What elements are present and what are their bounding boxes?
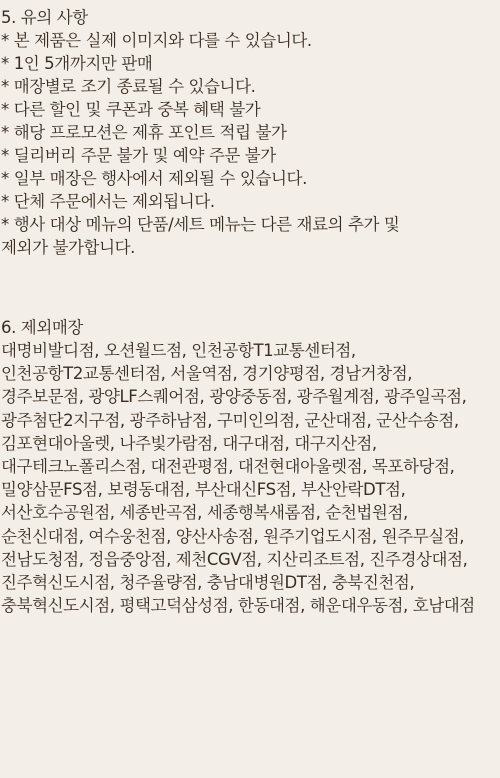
notice-item: * 딜리버리 주문 불가 및 예약 주문 불가 — [1, 146, 276, 165]
notice-section — [0, 6, 500, 259]
excluded-stores-section — [0, 316, 500, 617]
notice-item: * 일부 매장은 행사에서 제외될 수 있습니다. — [1, 169, 307, 188]
notice-item: * 1인 5개까지만 판매 — [1, 54, 153, 73]
notice-list — [1, 29, 494, 259]
section-gap — [0, 259, 500, 316]
notice-item: * 단체 주문에서는 제외됩니다. — [1, 192, 215, 211]
notice-item: * 다른 할인 및 쿠폰과 중복 혜택 불가 — [1, 100, 261, 119]
notice-item: * 본 제품은 실제 이미지와 다를 수 있습니다. — [1, 31, 312, 50]
notice-item: * 행사 대상 메뉴의 단품/세트 메뉴는 다른 재료의 추가 및 — [1, 215, 400, 234]
excluded-stores-list: 대명비발디점, 오션월드점, 인천공항T1교통센터점, 인천공항T2교통센터점, 서울역점, 경기양평점, 경남거창점, 경주보문점, 광양LF스퀘어점, 광양중동점, 광주월계점, 광주일곡점, 광주첨단2지구점, 광주하남점, 구미인의점, 군산대점, 군산수송점, 김포현대아울렛, 나주빛가람점, 대구대점, 대구지산점, 대구테크노폴리스점, 대전관평점, 대전현대아울렛점, 목포하당점, 밀양삼문FS점, 보령동대점, 부산대신FS점, 부산안락DT점, 서산호수공원점, 세종반곡점, 세종행복새롬점, 순천법원점, 순천신대점, 여수웅천점, 양산사송점, 원주기업도시점, 원주무실점, 전남도청점, 정읍중앙점, 제천CGV점, 지산리조트점, 진주경상대점, 진주혁신도시점, 청주율량점, 충남대병원DT점, 충북진천점, 충북혁신도시점, 평택고덕삼성점, 한동대점, 해운대우동점, 호남대점 — [1, 341, 475, 616]
notice-title: 5. 유의 사항 — [1, 8, 88, 27]
notice-item: * 매장별로 조기 종료될 수 있습니다. — [1, 77, 256, 96]
excluded-stores-title: 6. 제외매장 — [1, 318, 83, 337]
notice-item: 제외가 불가합니다. — [1, 238, 136, 257]
notice-item: * 해당 프로모션은 제휴 포인트 적립 불가 — [1, 123, 287, 142]
